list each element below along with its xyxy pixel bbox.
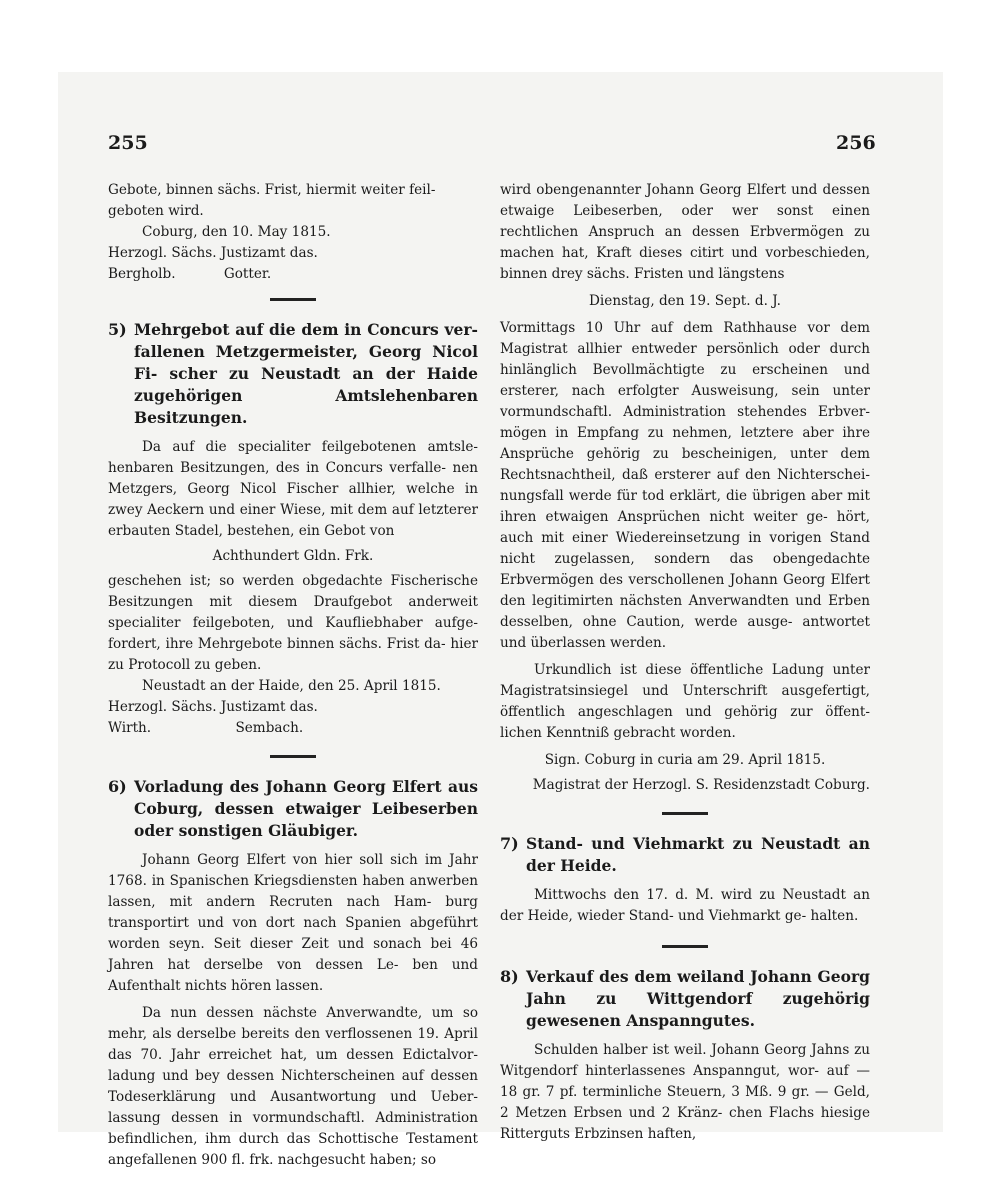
section-5-date: Neustadt an der Haide, den 25. April 1815. [142,678,441,694]
right-paragraph-1: wird obengenannter Johann Georg Elfert und dessen etwaige Leibeserben, oder wer sonst einen rechtlichen Anspruch an dessen Erbvermögen zu machen hat, Kraft dieses citirt und vorbeschieden, binnen drey sächs. Fristen und längstens [500,182,870,282]
section-7-heading [500,833,870,877]
section-5-amount: Achthundert Gldn. Frk. [212,548,374,564]
section-6-paragraph-2: Da nun dessen nächste Anverwandte, um so mehr, als derselbe bereits den verflossenen 19. April das 70. Jahr erreichet hat, um dessen Edictalvor- ladung und bey dessen Nichterscheinen auf dessen Todeserklärung und Ausantwortung und Ueber- lassung dessen in vormundschaftl. Administration befindlichen, ihm durch das Schottische Testament angefallenen 900 fl. frk. nachgesucht haben; so [108,1005,478,1168]
section-5-paragraph-1: Da auf die specialiter feilgebotenen amtsle- henbaren Besitzungen, des in Concurs verfalle- nen Metzgers, Georg Nicol Fischer allhier, welche in zwey Aeckern und einer Wiese, mit dem auf letzterer erbauten Stadel, bestehen, ein Gebot von [108,439,478,539]
page-number-right: 256 [836,132,876,154]
section-5-office: Herzogl. Sächs. Justizamt das. [108,699,318,715]
section-8-heading [500,966,870,1032]
section-5-number: 5) [108,320,127,339]
right-date-line: Dienstag, den 19. Sept. d. J. [589,293,781,309]
section-6-paragraph-1: Johann Georg Elfert von hier soll sich im Jahr 1768. in Spanischen Kriegsdiensten haben anwerben lassen, mit andern Recruten nach Ham- burg transportirt und von dort nach Spanien abgeführt worden seyn. Seit dieser Zeit und sonach bei 46 Jahren hat derselbe von dessen Le- ben und Aufenthalt nichts hören lassen. [108,852,478,994]
intro-signature-1: Bergholb. [108,266,176,282]
right-magistrat: Magistrat der Herzogl. S. Residenzstadt Coburg. [532,777,870,793]
page-number-left: 255 [108,132,148,154]
separator-rule [270,755,316,758]
right-paragraph-3: Urkundlich ist diese öffentliche Ladung unter Magistratsinsiegel und Unterschrift ausgefertigt, öffentlich angeschlagen und gehörig zur öffent- lichen Kenntniß gebracht worden. [500,662,870,741]
section-8-number: 8) [500,967,519,986]
intro-office: Herzogl. Sächs. Justizamt das. [108,245,318,261]
section-6-number: 6) [108,777,127,796]
right-sign-line: Sign. Coburg in curia am 29. April 1815. [544,752,826,768]
section-7-paragraph: Mittwochs den 17. d. M. wird zu Neustadt an der Heide, wieder Stand- und Viehmarkt ge- halten. [500,887,870,924]
section-7-title: Stand- und Viehmarkt zu Neustadt an der Heide. [526,834,870,875]
section-5-paragraph-2: geschehen ist; so werden obgedachte Fischerische Besitzungen mit diesem Draufgebot anderweit specialiter feilgeboten, und Kaufliebhaber aufge- fordert, ihre Mehrgebote binnen sächs. Frist da- hier zu Protocoll zu geben. [108,573,478,673]
section-5-signature-1: Wirth. [108,720,152,736]
right-column [500,180,870,1145]
intro-line-1: Gebote, binnen sächs. Frist, hiermit weiter feil- [108,182,436,198]
intro-signatures [108,264,478,285]
section-6-heading [108,776,478,842]
section-6-title: Vorladung des Johann Georg Elfert aus Coburg, dessen etwaiger Leibeserben oder sonstigen Gläubiger. [134,777,478,840]
right-paragraph-2: Vormittags 10 Uhr auf dem Rathhause vor dem Magistrat allhier entweder persönlich oder durch hinlänglich Bevollmächtigte zu erscheinen und ersterer, nach erfolgter Ausweisung, sein unter vormundschaftl. Administration stehendes Erbver- mögen in Empfang zu nehmen, letztere aber ihre Ansprüche gehörig zu bescheinigen, unter dem Rechtsnachtheil, daß ersterer auf den Nichterschei- nungsfall werde für tod erklärt, die übrigen aber mit ihren etwaigen Ansprüchen nicht weiter ge- hört, auch mit einer Wiedereinsetzung in vorigen Stand nicht zugelassen, sondern das obengedachte Erbvermögen des verschollenen Johann Georg Elfert den legitimirten nächsten Anverwandten und Erben desselben, ohne Caution, werde ausge- antwortet und überlassen werden. [500,320,870,651]
separator-rule [270,298,316,301]
separator-rule [662,945,708,948]
section-5-heading [108,319,478,429]
section-5-title: Mehrgebot auf die dem in Concurs ver- fallenen Metzgermeister, Georg Nicol Fi- scher zu Neustadt an der Haide zugehörigen Amtslehenbaren Besitzungen. [134,320,478,427]
separator-rule [662,812,708,815]
section-5-signature-2: Sembach. [235,720,304,736]
intro-date: Coburg, den 10. May 1815. [142,224,331,240]
section-7-number: 7) [500,834,519,853]
section-5-signatures [108,718,478,739]
section-8-title: Verkauf des dem weiland Johann Georg Jahn zu Wittgendorf zugehörig gewesenen Anspanngutes. [526,967,870,1030]
intro-line-2: geboten wird. [108,203,204,219]
section-8-paragraph: Schulden halber ist weil. Johann Georg Jahns zu Witgendorf hinterlassenes Anspanngut, wor- auf — 18 gr. 7 pf. terminliche Steuern, 3 Mß. 9 gr. — Geld, 2 Metzen Erbsen und 2 Kränz- chen Flachs hiesige Ritterguts Erbzinsen haften, [500,1042,870,1142]
left-column [108,180,478,1171]
intro-signature-2: Gotter. [223,266,272,282]
